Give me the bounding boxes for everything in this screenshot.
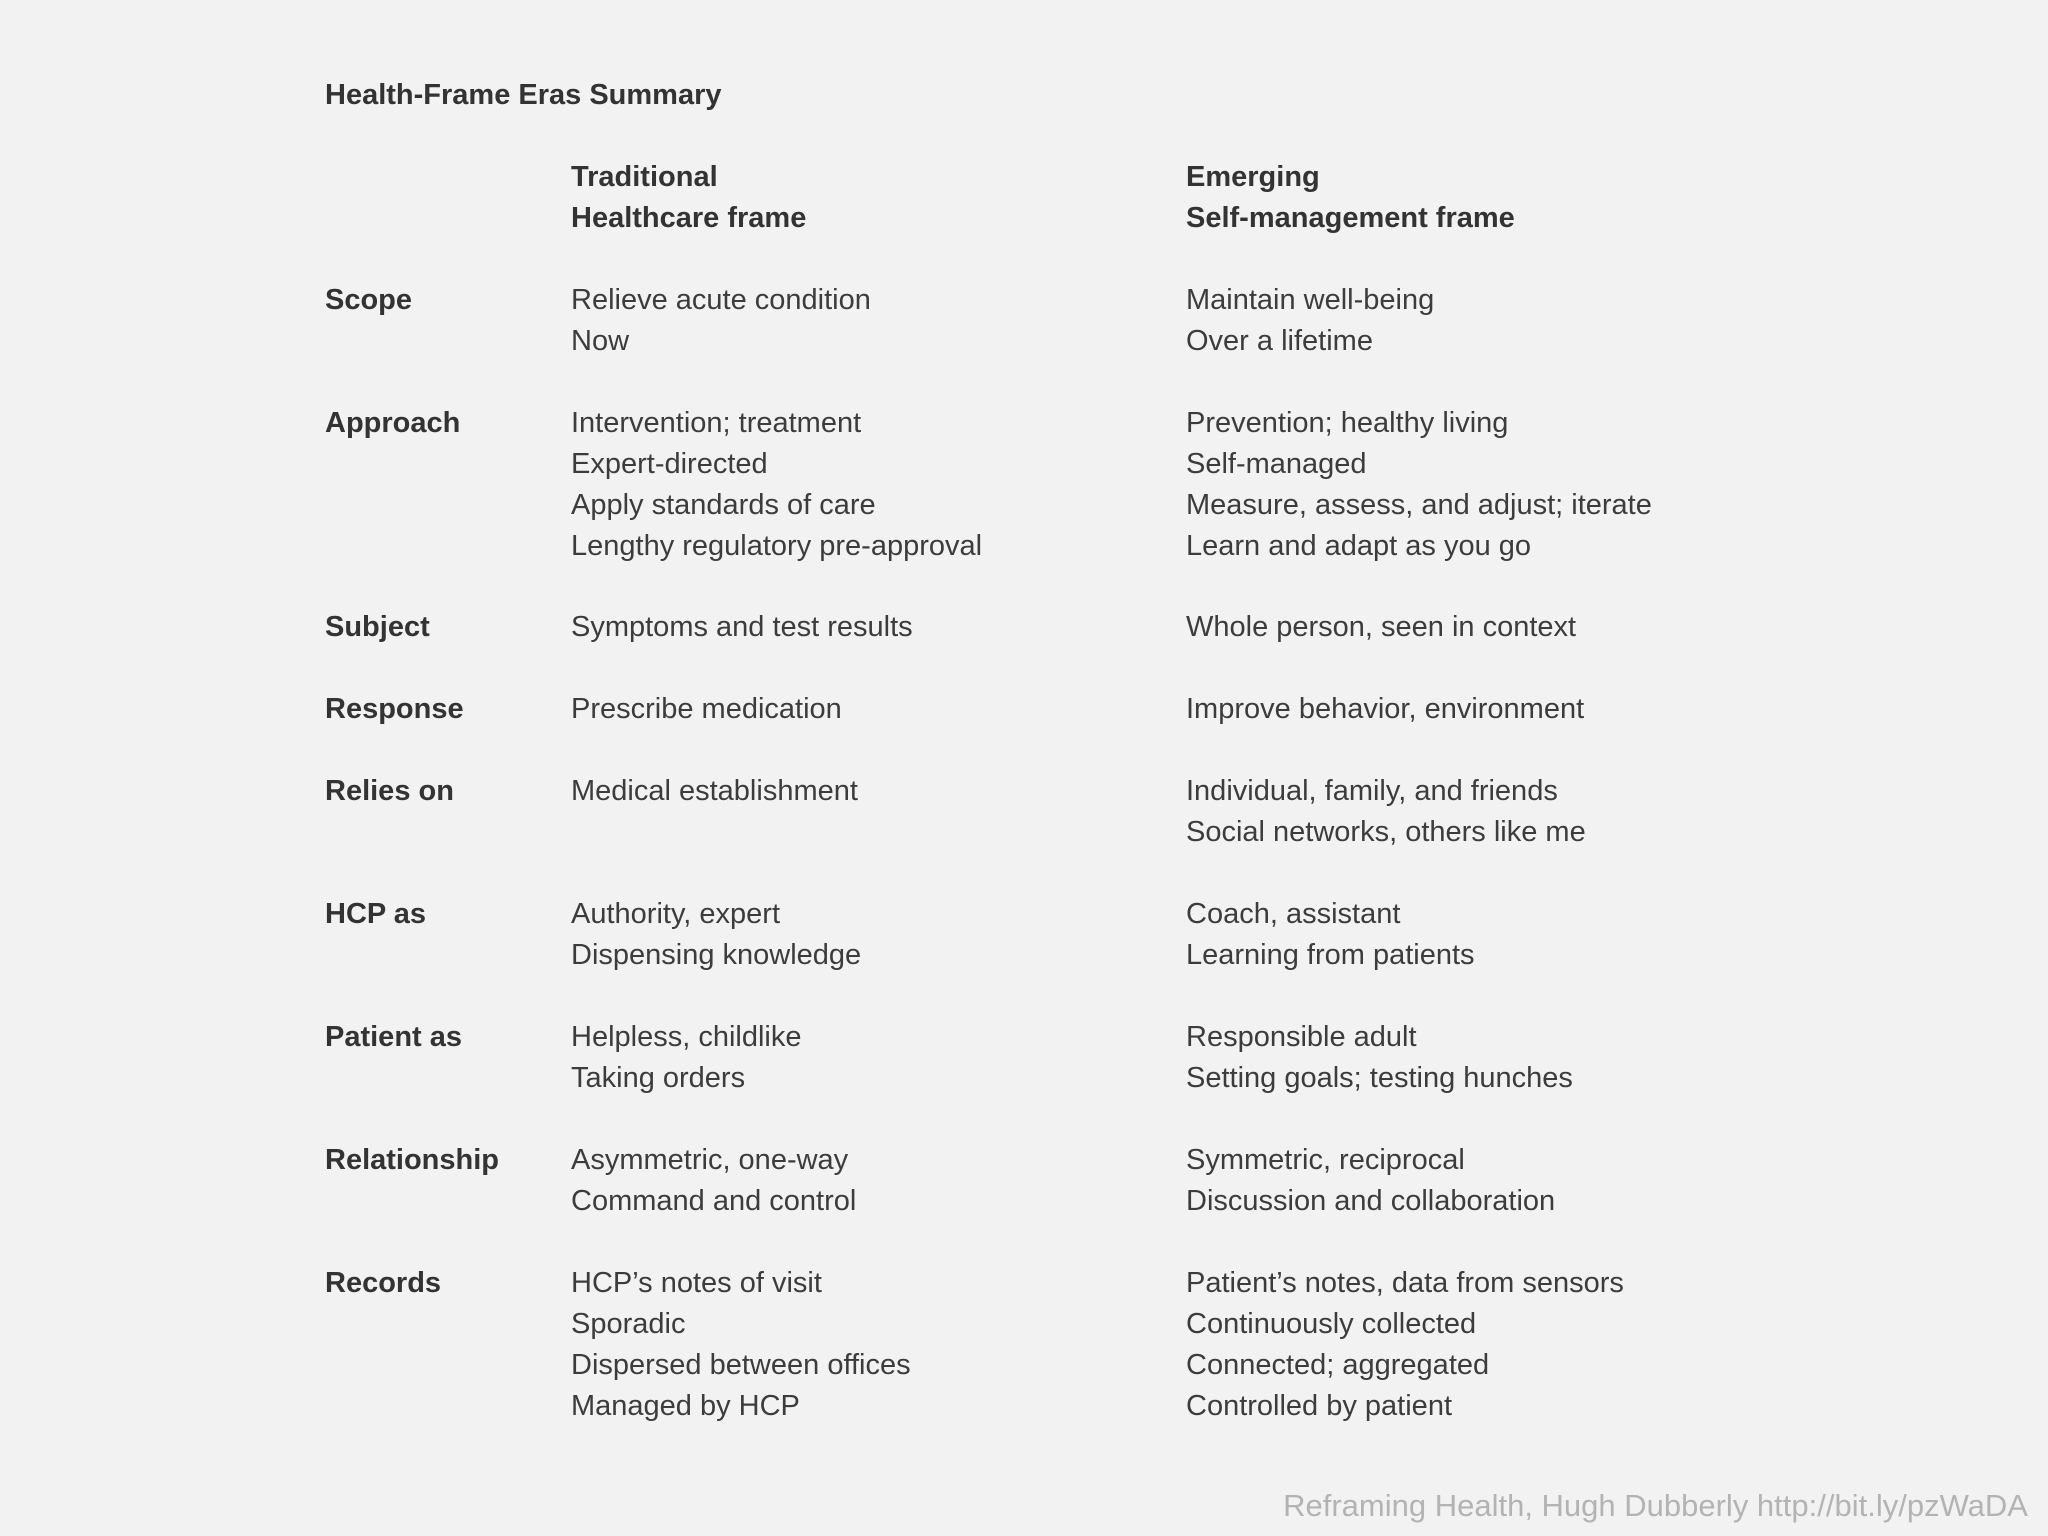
cell-line: Asymmetric, one-way: [571, 1144, 849, 1176]
emerging-cell: [1186, 894, 1475, 976]
emerging-cell: [1186, 607, 1576, 648]
cell-line: Patient’s notes, data from sensors: [1186, 1267, 1624, 1299]
cell-line: Discussion and collaboration: [1186, 1185, 1556, 1217]
traditional-cell: [571, 280, 871, 362]
row-label: Scope: [325, 284, 413, 316]
cell-line: Taking orders: [571, 1062, 746, 1094]
column-header-line: Emerging: [1186, 161, 1320, 193]
row-label: Response: [325, 693, 464, 725]
cell-line: Symmetric, reciprocal: [1186, 1144, 1465, 1176]
cell-line: Over a lifetime: [1186, 325, 1373, 357]
emerging-cell: [1186, 403, 1652, 567]
column-header-line: Self-management frame: [1186, 202, 1515, 234]
traditional-cell: [571, 1263, 911, 1427]
traditional-cell: [571, 894, 861, 976]
cell-line: Continuously collected: [1186, 1308, 1477, 1340]
emerging-cell: [1186, 1263, 1624, 1427]
cell-line: Expert-directed: [571, 448, 768, 480]
column-header-line: Healthcare frame: [571, 202, 807, 234]
footer-credit: Reframing Health, Hugh Dubberly http://bit.ly/pzWaDA: [1283, 1488, 2028, 1523]
cell-line: Helpless, childlike: [571, 1021, 802, 1053]
cell-line: Controlled by patient: [1186, 1390, 1452, 1422]
traditional-cell: [571, 403, 982, 567]
cell-line: Authority, expert: [571, 898, 781, 930]
cell-line: Symptoms and test results: [571, 611, 913, 643]
cell-line: Now: [571, 325, 630, 357]
cell-line: Relieve acute condition: [571, 284, 871, 316]
cell-line: Setting goals; testing hunches: [1186, 1062, 1573, 1094]
cell-line: Intervention; treatment: [571, 407, 862, 439]
cell-line: Prevention; healthy living: [1186, 407, 1509, 439]
emerging-cell: [1186, 771, 1586, 853]
cell-line: Measure, assess, and adjust; iterate: [1186, 489, 1652, 521]
cell-line: Sporadic: [571, 1308, 686, 1340]
cell-line: Managed by HCP: [571, 1390, 800, 1422]
column-header-emerging: [1186, 157, 1515, 239]
cell-line: Coach, assistant: [1186, 898, 1401, 930]
traditional-cell: [571, 771, 858, 812]
cell-line: Social networks, others like me: [1186, 816, 1586, 848]
cell-line: Learning from patients: [1186, 939, 1475, 971]
emerging-cell: [1186, 689, 1584, 730]
emerging-cell: [1186, 1017, 1573, 1099]
cell-line: Connected; aggregated: [1186, 1349, 1490, 1381]
row-label: Records: [325, 1267, 442, 1299]
cell-line: Dispersed between offices: [571, 1349, 911, 1381]
row-label: Approach: [325, 407, 461, 439]
cell-line: Prescribe medication: [571, 693, 842, 725]
emerging-cell: [1186, 280, 1434, 362]
cell-line: Whole person, seen in context: [1186, 611, 1577, 643]
cell-line: Self-managed: [1186, 448, 1367, 480]
row-label: Relationship: [325, 1144, 500, 1176]
column-header-line: Traditional: [571, 161, 718, 193]
traditional-cell: [571, 689, 842, 730]
cell-line: Improve behavior, environment: [1186, 693, 1585, 725]
page-title: Health-Frame Eras Summary: [325, 79, 722, 111]
cell-line: Command and control: [571, 1185, 857, 1217]
traditional-cell: [571, 1140, 856, 1222]
cell-line: Apply standards of care: [571, 489, 876, 521]
cell-line: Responsible adult: [1186, 1021, 1417, 1053]
emerging-cell: [1186, 1140, 1555, 1222]
traditional-cell: [571, 1017, 802, 1099]
row-label: HCP as: [325, 898, 427, 930]
cell-line: Maintain well-being: [1186, 284, 1435, 316]
cell-line: Lengthy regulatory pre-approval: [571, 530, 983, 562]
row-label: Relies on: [325, 775, 454, 807]
cell-line: Individual, family, and friends: [1186, 775, 1558, 807]
cell-line: HCP’s notes of visit: [571, 1267, 822, 1299]
traditional-cell: [571, 607, 913, 648]
column-header-traditional: [571, 157, 806, 239]
cell-line: Dispensing knowledge: [571, 939, 862, 971]
row-label: Patient as: [325, 1021, 462, 1053]
row-label: Subject: [325, 611, 430, 643]
cell-line: Learn and adapt as you go: [1186, 530, 1532, 562]
cell-line: Medical establishment: [571, 775, 858, 807]
